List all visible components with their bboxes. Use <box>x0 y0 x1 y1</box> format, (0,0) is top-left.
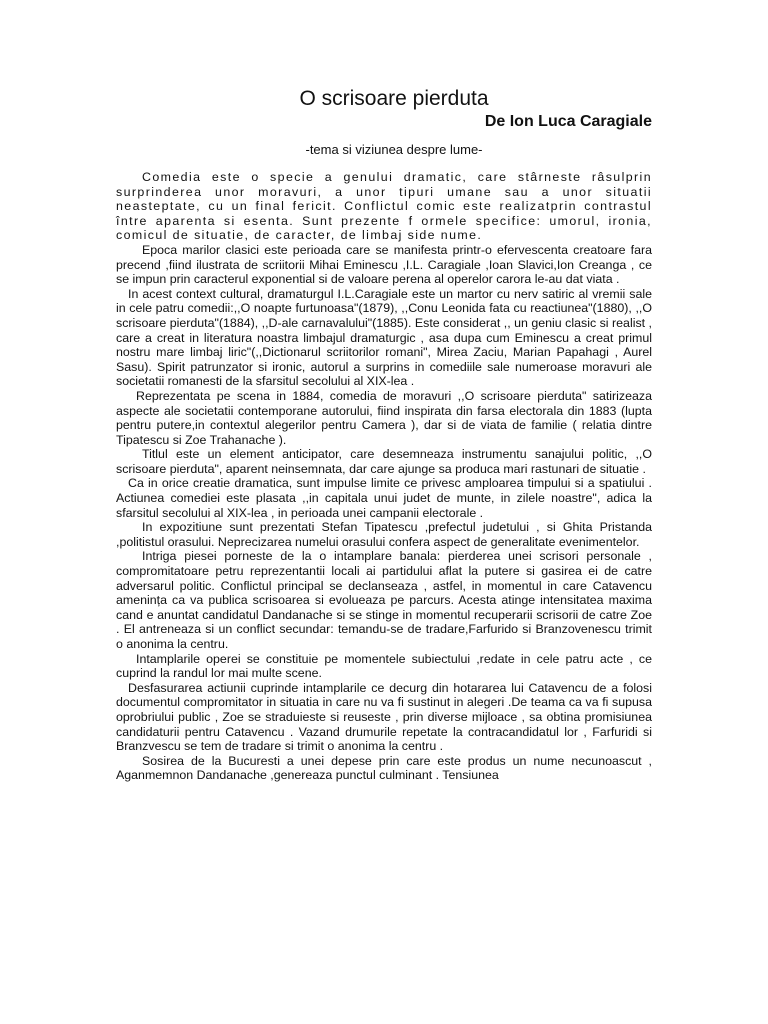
paragraph-6: Ca in orice creatie dramatica, sunt impulse limite ce privesc amploarea timpului si a spatiului . Actiunea comediei este plasata ,,in capitala unui judet de munte, in zilele noastre", adica la sfarsitul secolului al XIX-lea , in perioada unei campanii electorale . <box>116 476 652 520</box>
paragraph-3: In acest context cultural, dramaturgul I.L.Caragiale este un martor cu nerv satiric al vremii sale in cele patru comedii:,,O noapte furtunoasa"(1879), ,,Conu Leonida fata cu reactiunea"(1880), ,,O scrisoare pierduta"(1884), ,,D-ale carnavalului"(1885). Este considerat ,, un geniu clasic si realist , care a creat in literatura noastra limbajul dramaturgic , asa dupa cum Eminescu a creat primul nostru mare limbaj liric"(,,Dictionarul scriitorilor romani", Mirea Zaciu, Marian Papahagi , Aurel Sasu). Spirit patrunzator si ironic, autorul a surprins in comediile sale numeroase moravuri ale societatii romanesti de la sfarsitul secolului al XIX-lea . <box>116 286 652 389</box>
paragraph-4: Reprezentata pe scena in 1884, comedia de moravuri ,,O scrisoare pierduta" satirizeaza aspecte ale societatii contemporane autorului, fiind inspirata din farsa electorala din 1883 (lupta pentru putere,in contextul alegerilor pentru Camera ), dar si de viata de familie ( relatia dintre Tipatescu si Zoe Trahanache ). <box>116 388 652 447</box>
paragraph-7: In expozitiune sunt prezentati Stefan Tipatescu ,prefectul judetului , si Ghita Pristanda ,politistul orasului. Neprecizarea numelui orasului confera aspect de generalitate evenimentelor. <box>116 520 652 549</box>
document-page <box>116 86 652 783</box>
document-title: O scrisoare pierduta <box>299 87 489 110</box>
paragraph-5: Titlul este un element anticipator, care desemneaza instrumentu sanajului politic, ,,O scrisoare pierduta", aparent neinsemnata, dar care ajunge sa produca mari rastunari de situatie . <box>116 447 652 476</box>
document-body <box>116 170 652 783</box>
paragraph-1: Comedia este o specie a genului dramatic, care stârneste râsulprin surprinderea unor moravuri, a unor tipuri umane sau a unor situatii neasteptate, cu un final fericit. Conflictul comic este realizatprin contrastul între aparenta si esenta. Sunt prezente f ormele specifice: umorul, ironia, comicul de situatie, de caracter, de limbaj side nume. <box>116 170 652 243</box>
paragraph-9: Intamplarile operei se constituie pe momentele subiectului ,redate in cele patru acte , ce cuprind la randul lor mai multe scene. <box>116 651 652 681</box>
paragraph-10: Desfasurarea actiunii cuprinde intamplarile ce decurg din hotararea lui Catavencu de a folosi documentul compromitator in situatia in care nu va fi sustinut in alegeri .De teama ca va fi supusa oprobriului public , Zoe se straduieste si reuseste , prin diverse mijloace , sa obtina promisiunea candidaturii pentru Catavencu . Vazand drumurile repetate la contracandidatul lor , Farfuridi si Branzvescu se tem de tradare si trimit o anonima la centru . <box>116 680 652 754</box>
paragraph-2: Epoca marilor clasici este perioada care se manifesta printr-o efervescenta creatoare fara precend ,fiind ilustrata de scriitorii Mihai Eminescu ,I.L. Caragiale ,Ioan Slavici,Ion Creanga , ce se impun prin caracterul exponential si de valoare perena al operelor carora le-au dat viata . <box>116 242 652 287</box>
paragraph-8: Intriga piesei porneste de la o intamplare banala: pierderea unei scrisori personale , compromitatoare petru reprezentantii locali ai partidului aflat la putere si gasirea ei de catre adversarul politic. Conflictul principal se declanseaza , astfel, in momentul in care Catavencu amenința ca va publica scrisoarea si evolueaza pe parcurs. Acesta atinge intensitatea maxima cand e anuntat candidatul Dandanache si se stinge in momentul recuperarii scrisorii de catre Zoe . El antreneaza si un conflict secundar: temandu-se de tradare,Farfurido si Branzovenescu trimit o anonima la centru. <box>116 549 652 651</box>
document-author: De Ion Luca Caragiale <box>484 113 652 130</box>
paragraph-11: Sosirea de la Bucuresti a unei depese prin care este produs un nume necunoascut , Aganmemnon Dandanache ,genereaza punctul culminant . Tensiunea <box>116 753 652 783</box>
document-subtitle: -tema si viziunea despre lume- <box>305 142 483 157</box>
